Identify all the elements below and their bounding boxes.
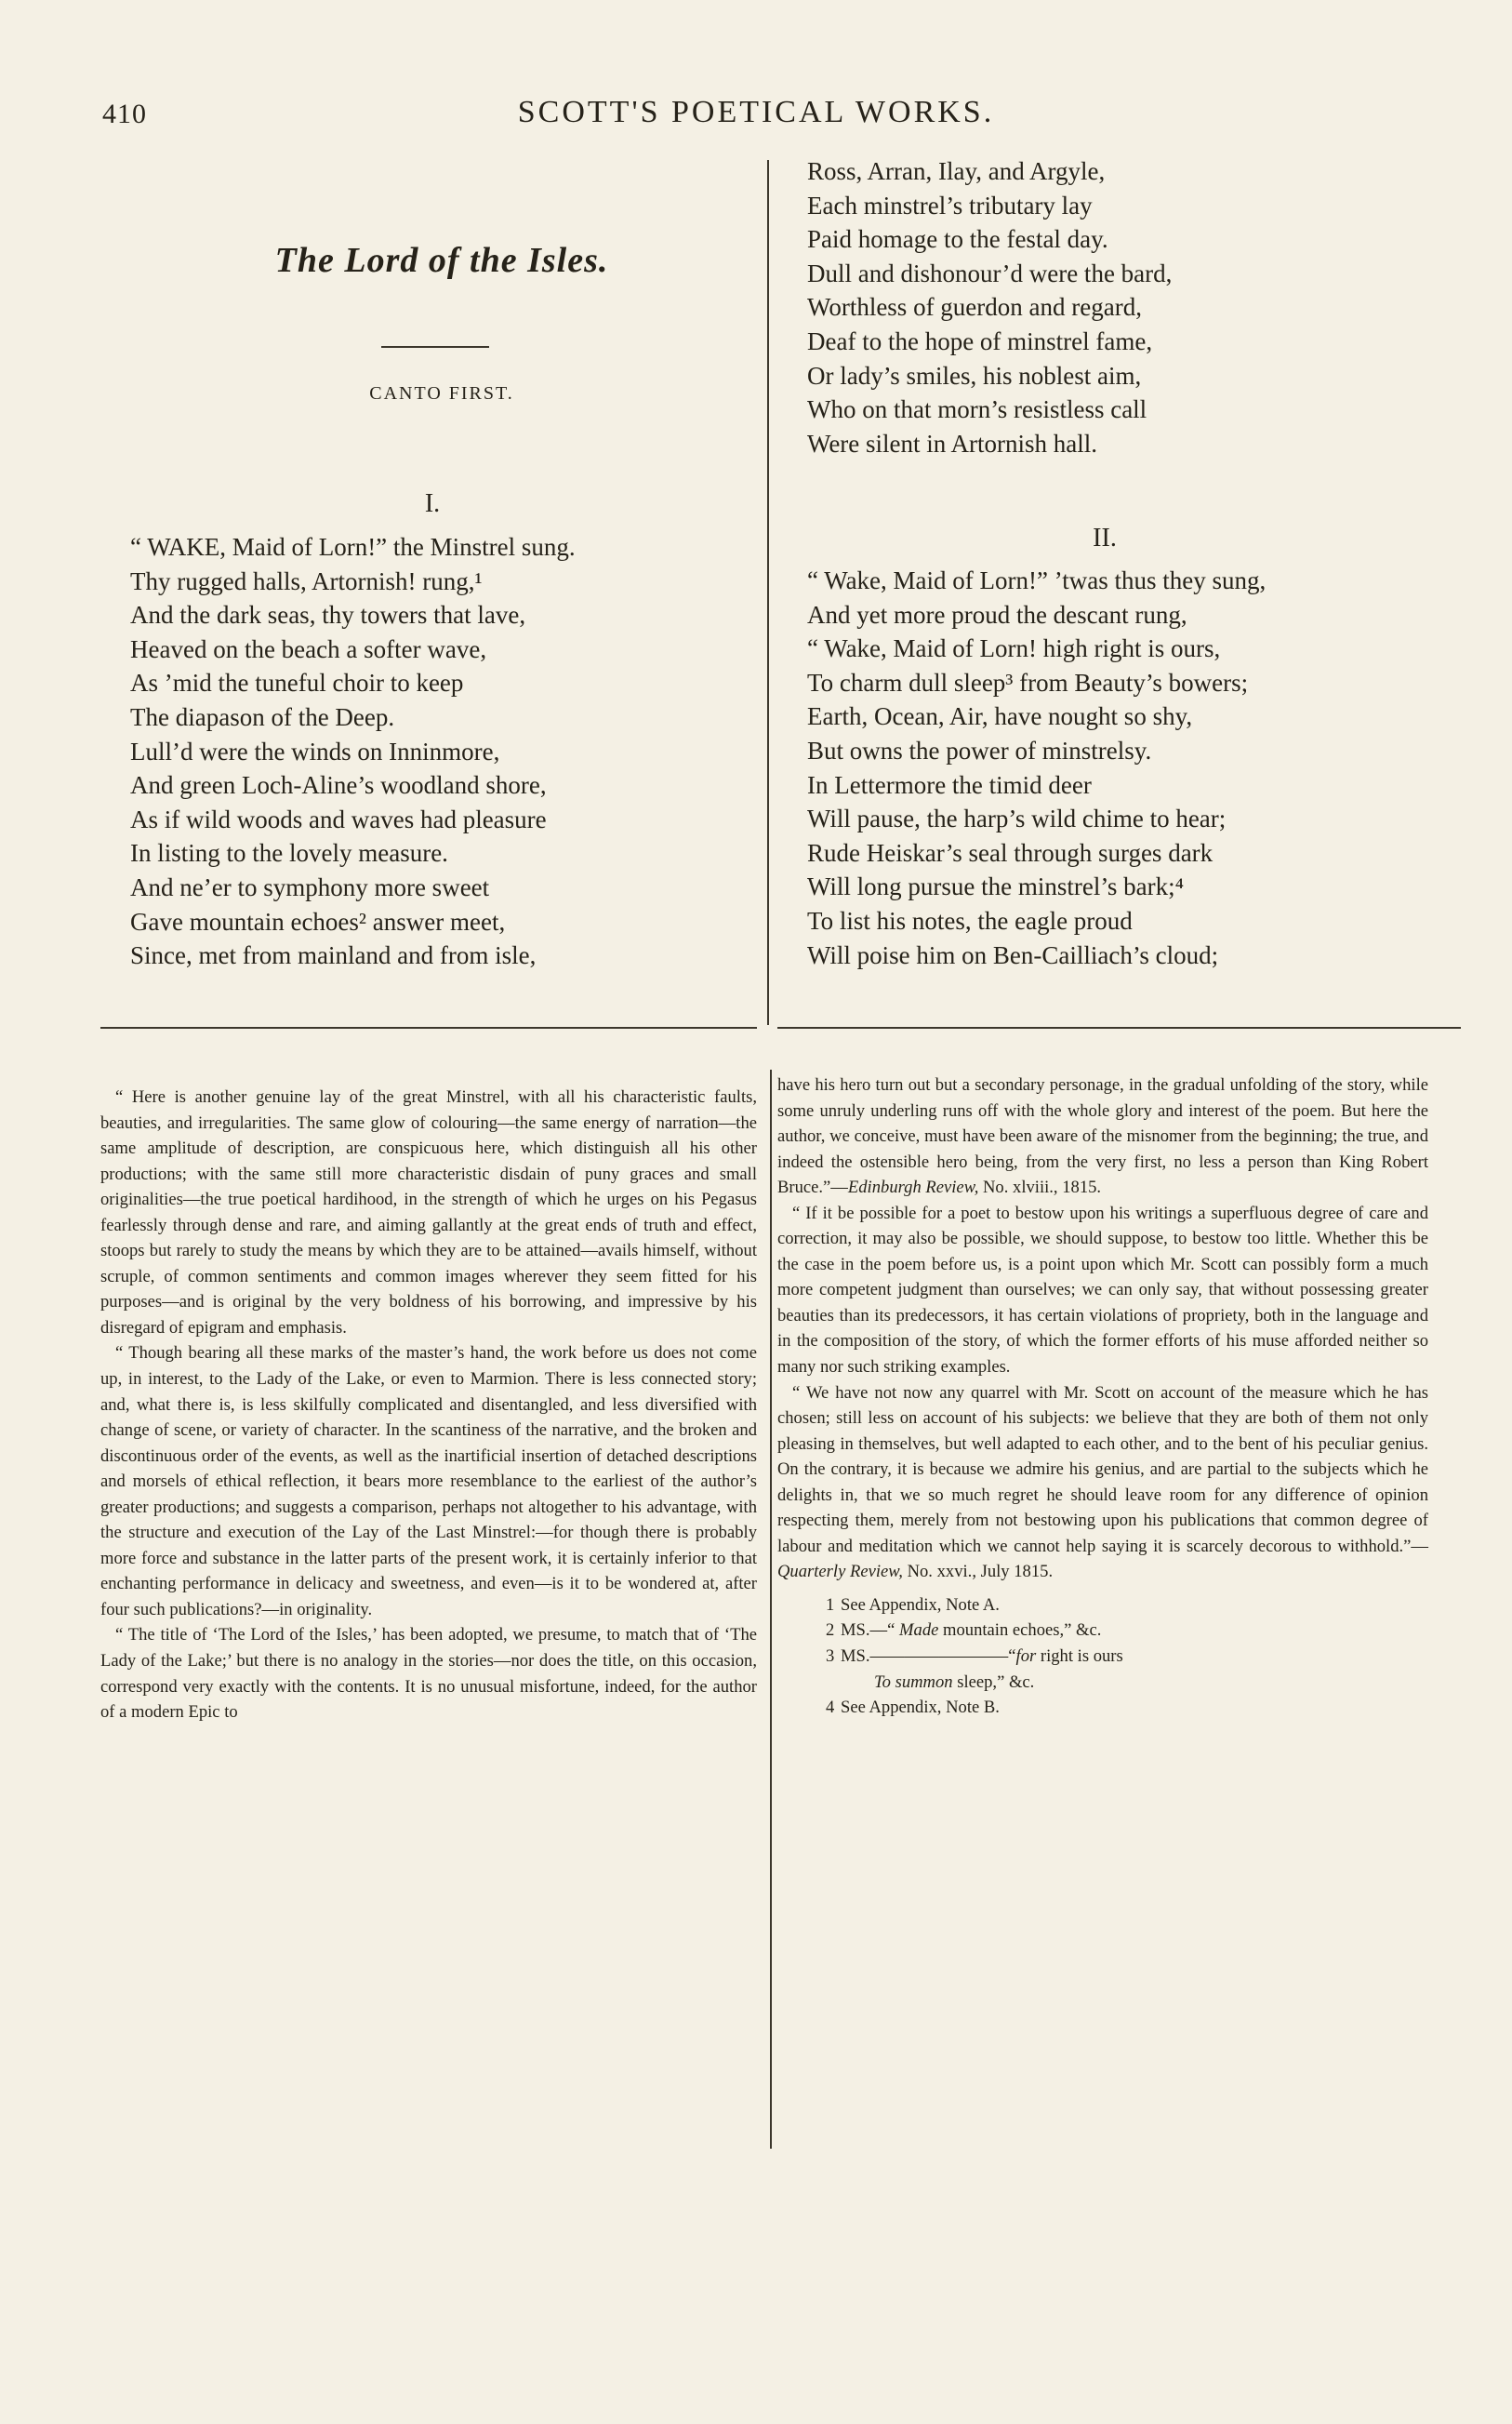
footnote [777,1618,1428,1644]
verse-line: Will poise him on Ben-Cailliach’s cloud; [807,940,1219,969]
verse-line: As if wild woods and waves had pleasure [130,805,547,833]
review-paragraph: “ If it be possible for a poet to bestow upon his writings a superfluous degree of care and correction, it may also be possible, we should suppose, to bestow too little. Whether this be the case in the poem before us, is a point upon which Mr. Scott can possibly form a much more competent judgment than ourselves; we can only say, that without possessing greater beauties than its predecessors, it has certain violations of propriety, both in the language and in the composition of the story, of which the former efforts of his muse afforded neither so many nor such striking examples. [777,1203,1428,1378]
review-paragraph: “ The title of ‘The Lord of the Isles,’ has been adopted, we presume, to match that of ‘The Lady of the Lake;’ but there is no analogy in the stories—nor does the title, on this occasion, correspond very exactly with the contents. It is no unusual misfortune, indeed, for the author of a modern Epic to [100,1625,757,1723]
verse-line: Gave mountain echoes² answer meet, [130,907,506,936]
right-section-rule [777,1027,1461,1029]
footnote-text: MS.—“ [841,1620,900,1641]
stanza-1-lines [130,530,763,973]
verse-line: Thy rugged halls, Artornish! rung,¹ [130,566,483,595]
review-paragraph [777,1380,1428,1585]
review-text: “ We have not now any quarrel with Mr. Scott on account of the measure which he has chosen; still less on account of his subjects: we believe that they are both of them not only pleasing in themselves, but well adapted to each other, and to the bent of his peculiar genius. On the contrary, it is because we admire his genius, and are partial to the subjects which he delights in, that we so much regret he should leave room for any difference of opinion respecting them, merely from not bestowing upon his publications that common degree of labour and meditation which we cannot help saying it is scarcely decorous to withhold.”— [777,1382,1428,1556]
verse-line: Each minstrel’s tributary lay [807,191,1093,220]
footnote-mark: 3 [826,1646,835,1667]
footnote-italic: Made [899,1620,939,1641]
verse-line: To list his notes, the eagle proud [807,906,1133,935]
verse-line: In listing to the lovely measure. [130,839,448,868]
verse-line: Since, met from mainland and from isle, [130,941,537,970]
review-paragraph: “ Here is another genuine lay of the great Minstrel, with all his characteristic faults, beauties, and irregularities. The same glow of colouring—the same energy of narration—the same amplitude of description, are conspicuous here, which distinguish all his other productions; with the same still more characteristic disdain of puny graces and small originalities—the true poetical hardihood, in the strength of which he urges on his Pegasus fearlessly through dense and rare, and aiming gallantly at the great ends of truth and effect, stoops but rarely to study the means by which they are to be attained—avails himself, without scruple, of common sentiments and common images wherever they seem fitted for his purposes—and is original by the very boldness of his borrowing, and impressive by his disregard of epigram and emphasis. [100,1087,757,1338]
poem-column-divider [767,160,769,1025]
verse-line: And green Loch-Aline’s woodland shore, [130,771,547,800]
verse-line: Worthless of guerdon and regard, [807,293,1142,322]
footnote-mark: 4 [826,1698,835,1718]
review-source: Edinburgh Review, [847,1178,979,1198]
stanza-1-continued-lines [807,154,1477,460]
verse-line: Dull and dishonour’d were the bard, [807,259,1173,287]
stanza-2-lines [807,564,1477,972]
verse-line: Or lady’s smiles, his noblest aim, [807,361,1142,390]
verse-line: Were silent in Artornish hall. [807,429,1098,458]
left-section-rule [100,1027,757,1029]
review-citation: No. xlviii., 1815. [978,1178,1102,1198]
verse-line: Paid homage to the festal day. [807,225,1108,254]
page-number: 410 [102,99,147,129]
review-source: Quarterly Review, [777,1562,903,1582]
verse-line: To charm dull sleep³ from Beauty’s bowers; [807,668,1249,697]
review-citation: No. xxvi., July 1815. [902,1562,1054,1582]
footnote-mark: 1 [826,1594,835,1615]
review-text: have his hero turn out but a secondary personage, in the gradual unfolding of the story, while some unruly underling runs off with the whole glory and interest of the poem. But here the author, we conceive, must have been aware of the misnomer from the beginning; the true, and indeed the ostensible hero being, from the very first, no less a person than King Robert Bruce.”— [777,1075,1428,1198]
running-title: SCOTT'S POETICAL WORKS. [517,95,995,129]
verse-line: And ne’er to symphony more sweet [130,872,490,901]
verse-line: Will long pursue the minstrel’s bark;⁴ [807,872,1185,901]
footnote-italic: To summon [874,1671,953,1692]
verse-line: Earth, Ocean, Air, have nought so shy, [807,702,1193,731]
footnote [777,1644,1428,1670]
footnote-text: MS.————————“ [841,1646,1016,1667]
notes-left-column [100,1085,757,1725]
review-paragraph: “ Though bearing all these marks of the master’s hand, the work before us does not come up, in interest, to the Lady of the Lake, or even to Marmion. There is less connected story; and, what there is, is less skilfully complicated and disentangled, and less diversified with change of scene, or variety of character. In the scantiness of the narrative, and the broken and discontinuous order of the events, as well as the inartificial insertion of detached descriptions and morsels of ethical reflection, it bears more resemblance to the earliest of the author’s greater productions; and suggests a comparison, perhaps not altogether to his advantage, with the structure and execution of the Lay of the Last Minstrel:—for though there is probably more force and substance in the latter parts of the present work, it is certainly inferior to that enchanting performance in delicacy and sweetness, and even—is it to be wondered at, after four such publications?—in originality. [100,1343,757,1619]
verse-line: In Lettermore the timid deer [807,770,1092,799]
verse-line: Heaved on the beach a softer wave, [130,634,487,663]
verse-line: Who on that morn’s resistless call [807,395,1147,424]
verse-line: Lull’d were the winds on Inninmore, [130,737,500,766]
verse-line: “ WAKE, Maid of Lorn!” the Minstrel sung. [130,533,576,561]
verse-line: And yet more proud the descant rung, [807,600,1187,629]
notes-column-divider [770,1070,772,2149]
verse-line: “ Wake, Maid of Lorn!” ’twas thus they sung, [807,566,1267,594]
footnote-text: See Appendix, Note B. [841,1698,1000,1718]
poem-title: The Lord of the Isles. [274,241,609,280]
review-paragraph [777,1072,1428,1201]
verse-line: The diapason of the Deep. [130,702,395,731]
footnote-continuation [777,1670,1428,1696]
footnote-mark: 2 [826,1620,835,1641]
verse-line: As ’mid the tuneful choir to keep [130,669,464,698]
verse-line: Rude Heiskar’s seal through surges dark [807,838,1214,867]
footnote [777,1695,1428,1721]
footnote-text: right is ours [1036,1646,1123,1667]
verse-line: And the dark seas, thy towers that lave, [130,601,526,630]
verse-line: Will pause, the harp’s wild chime to hear; [807,805,1227,833]
canto-heading: CANTO FIRST. [369,383,514,404]
verse-line: But owns the power of minstrelsy. [807,736,1152,765]
stanza-number-2: II. [1093,524,1117,553]
notes-right-column [777,1072,1428,1721]
verse-line: Deaf to the hope of minstrel fame, [807,326,1153,355]
verse-line: Ross, Arran, Ilay, and Argyle, [807,157,1106,185]
stanza-number-1: I. [424,489,441,518]
footnote-text: mountain echoes,” &c. [938,1620,1102,1641]
footnote [777,1592,1428,1618]
footnote-italic: for [1015,1646,1037,1667]
verse-line: “ Wake, Maid of Lorn! high right is ours, [807,634,1221,663]
footnote-text: sleep,” &c. [952,1671,1035,1692]
title-rule [381,346,489,348]
footnote-text: See Appendix, Note A. [841,1594,1000,1615]
